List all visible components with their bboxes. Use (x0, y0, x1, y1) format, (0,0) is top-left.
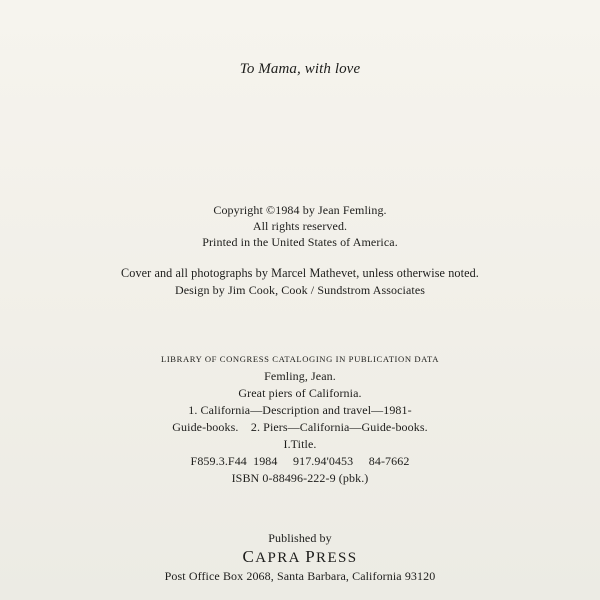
cip-isbn: ISBN 0-88496-222-9 (pbk.) (231, 471, 369, 485)
dedication: To Mama, with love (239, 61, 361, 77)
publisher-initial-p: P (305, 547, 317, 566)
cip-heading: LIBRARY OF CONGRESS CATALOGING IN PUBLICATION DATA (160, 354, 439, 364)
printed-in: Printed in the United States of America. (202, 235, 398, 249)
cip-subject-2: Guide-books. 2. Piers—California—Guide-books. (172, 420, 428, 434)
copyright-line: Copyright ©1984 by Jean Femling. (213, 203, 387, 217)
cip-series: I.Title. (283, 437, 317, 451)
published-by: Published by (268, 531, 332, 545)
design-credit: Design by Jim Cook, Cook / Sundstrom Associates (174, 283, 426, 297)
cip-title: Great piers of California. (238, 386, 362, 400)
photo-credit: Cover and all photographs by Marcel Mathevet, unless otherwise noted. (121, 266, 479, 280)
cip-classification: F859.3.F44 1984 917.94'0453 84-7662 (190, 454, 410, 468)
cip-author: Femling, Jean. (264, 369, 336, 383)
publisher-name-part2: RESS (316, 550, 358, 566)
publisher-initial-c: C (242, 547, 256, 566)
rights-reserved: All rights reserved. (252, 219, 348, 233)
cip-subject-1: 1. California—Description and travel—1981- (188, 403, 412, 417)
publisher-name-part1: APRA (255, 550, 306, 566)
publisher-address: Post Office Box 2068, Santa Barbara, California 93120 (164, 569, 436, 583)
publisher-name (0, 548, 600, 567)
